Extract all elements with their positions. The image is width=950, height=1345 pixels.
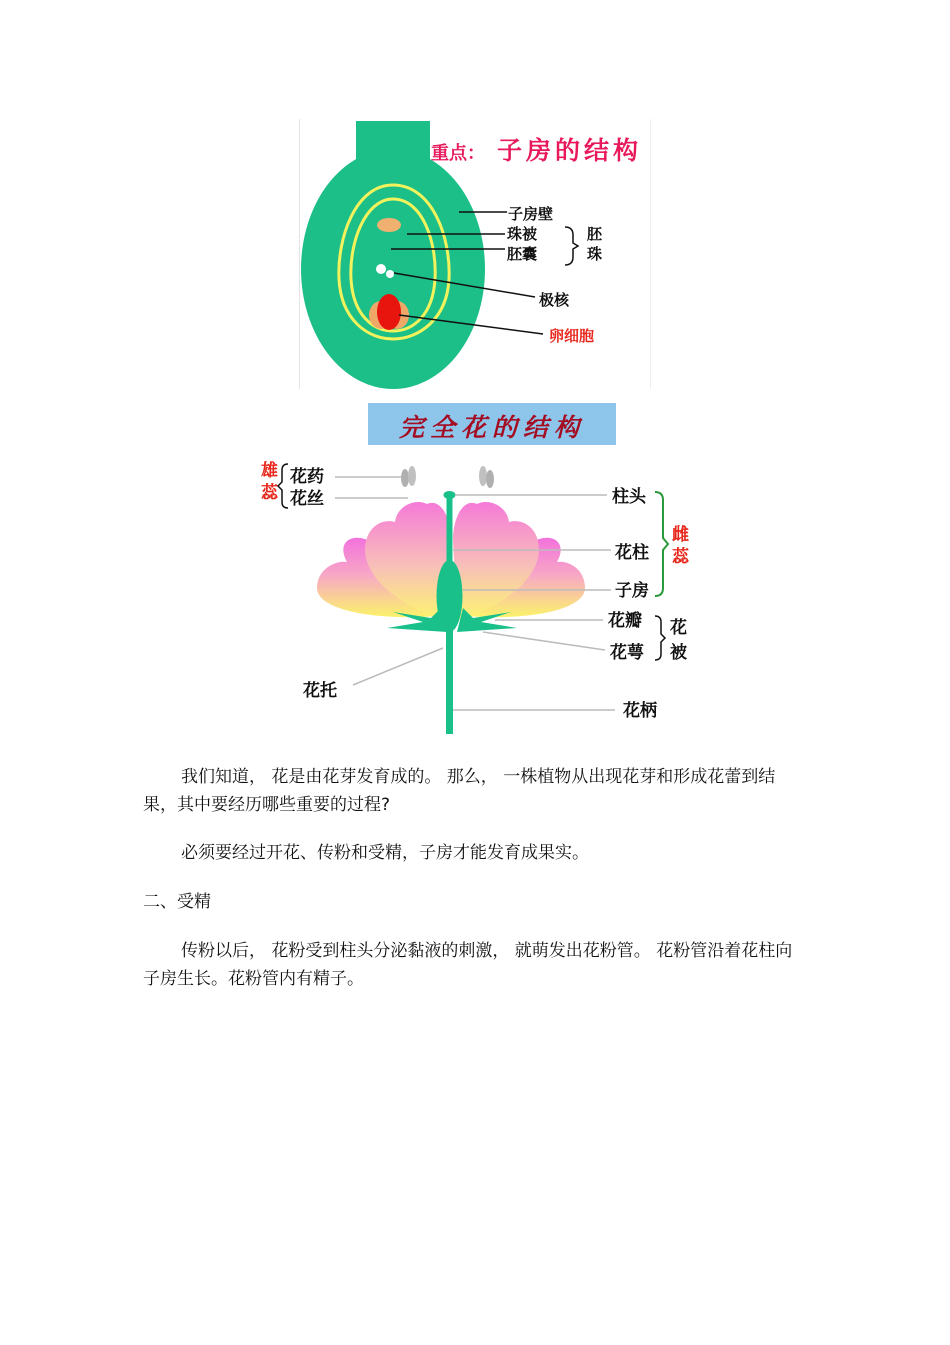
section-heading: 二、受精 [143, 892, 211, 912]
anther-shape [408, 466, 416, 486]
pedicel-stem [446, 628, 453, 734]
label-style: 花柱 [615, 543, 649, 563]
polar-nucleus [386, 270, 394, 278]
label-ovule-b: 珠 [587, 245, 603, 263]
label-stamen-a: 雄 [261, 461, 278, 481]
ovary-shape [437, 560, 463, 632]
label-petal: 花瓣 [608, 611, 642, 631]
label-receptacle: 花托 [303, 681, 337, 701]
label-pedicel: 花柄 [623, 701, 657, 721]
anther-shape [486, 470, 494, 488]
label-egg-cell: 卵细胞 [549, 327, 595, 345]
flower-title: 完全花的结构 [398, 413, 586, 442]
ovary-structure-diagram [299, 119, 651, 389]
perianth-brace [655, 616, 665, 660]
label-ovary-wall: 子房壁 [508, 205, 554, 223]
stamen-brace [278, 464, 288, 508]
complete-flower-diagram [255, 400, 700, 735]
polar-nucleus [376, 264, 386, 274]
label-anther: 花药 [290, 467, 324, 487]
label-sepal: 花萼 [610, 643, 644, 663]
paragraph-fertilization: 传粉以后， 花粉受到柱头分泌黏液的刺激， 就萌发出花粉管。 花粉管沿着花柱向子房生长。花粉管内有精子。 [143, 941, 793, 989]
leader-line [483, 632, 605, 650]
label-pistil-b: 蕊 [672, 547, 689, 567]
egg-cell-shape [377, 294, 401, 330]
label-perianth-b: 被 [670, 643, 687, 663]
label-ovule-a: 胚 [587, 225, 603, 243]
label-embryo-sac: 胚囊 [507, 245, 538, 263]
label-pistil-a: 雌 [672, 525, 689, 545]
label-stigma: 柱头 [612, 487, 646, 507]
paragraph-process: 必须要经过开花、传粉和受精，子房才能发育成果实。 [181, 843, 589, 863]
pistil-brace [655, 492, 668, 596]
label-filament: 花丝 [290, 489, 324, 509]
micropyle-spot [377, 218, 401, 232]
style-shape [447, 496, 453, 566]
anther-shape [479, 466, 487, 486]
label-ovary: 子房 [615, 581, 649, 601]
leader-line [353, 648, 443, 685]
label-perianth-a: 花 [670, 618, 687, 638]
ovary-title: 子房的结构 [497, 136, 643, 165]
label-integument: 珠被 [507, 225, 538, 243]
ovary-title-prefix: 重点： [431, 143, 485, 164]
anther-shape [401, 469, 409, 487]
label-polar-nuclei: 极核 [539, 291, 570, 309]
label-stamen-b: 蕊 [261, 483, 278, 503]
paragraph-intro: 我们知道， 花是由花芽发育成的。 那么， 一株植物从出现花芽和形成花蕾到结果，其中要经历哪些重要的过程? [143, 767, 776, 815]
stigma-shape [444, 491, 456, 499]
